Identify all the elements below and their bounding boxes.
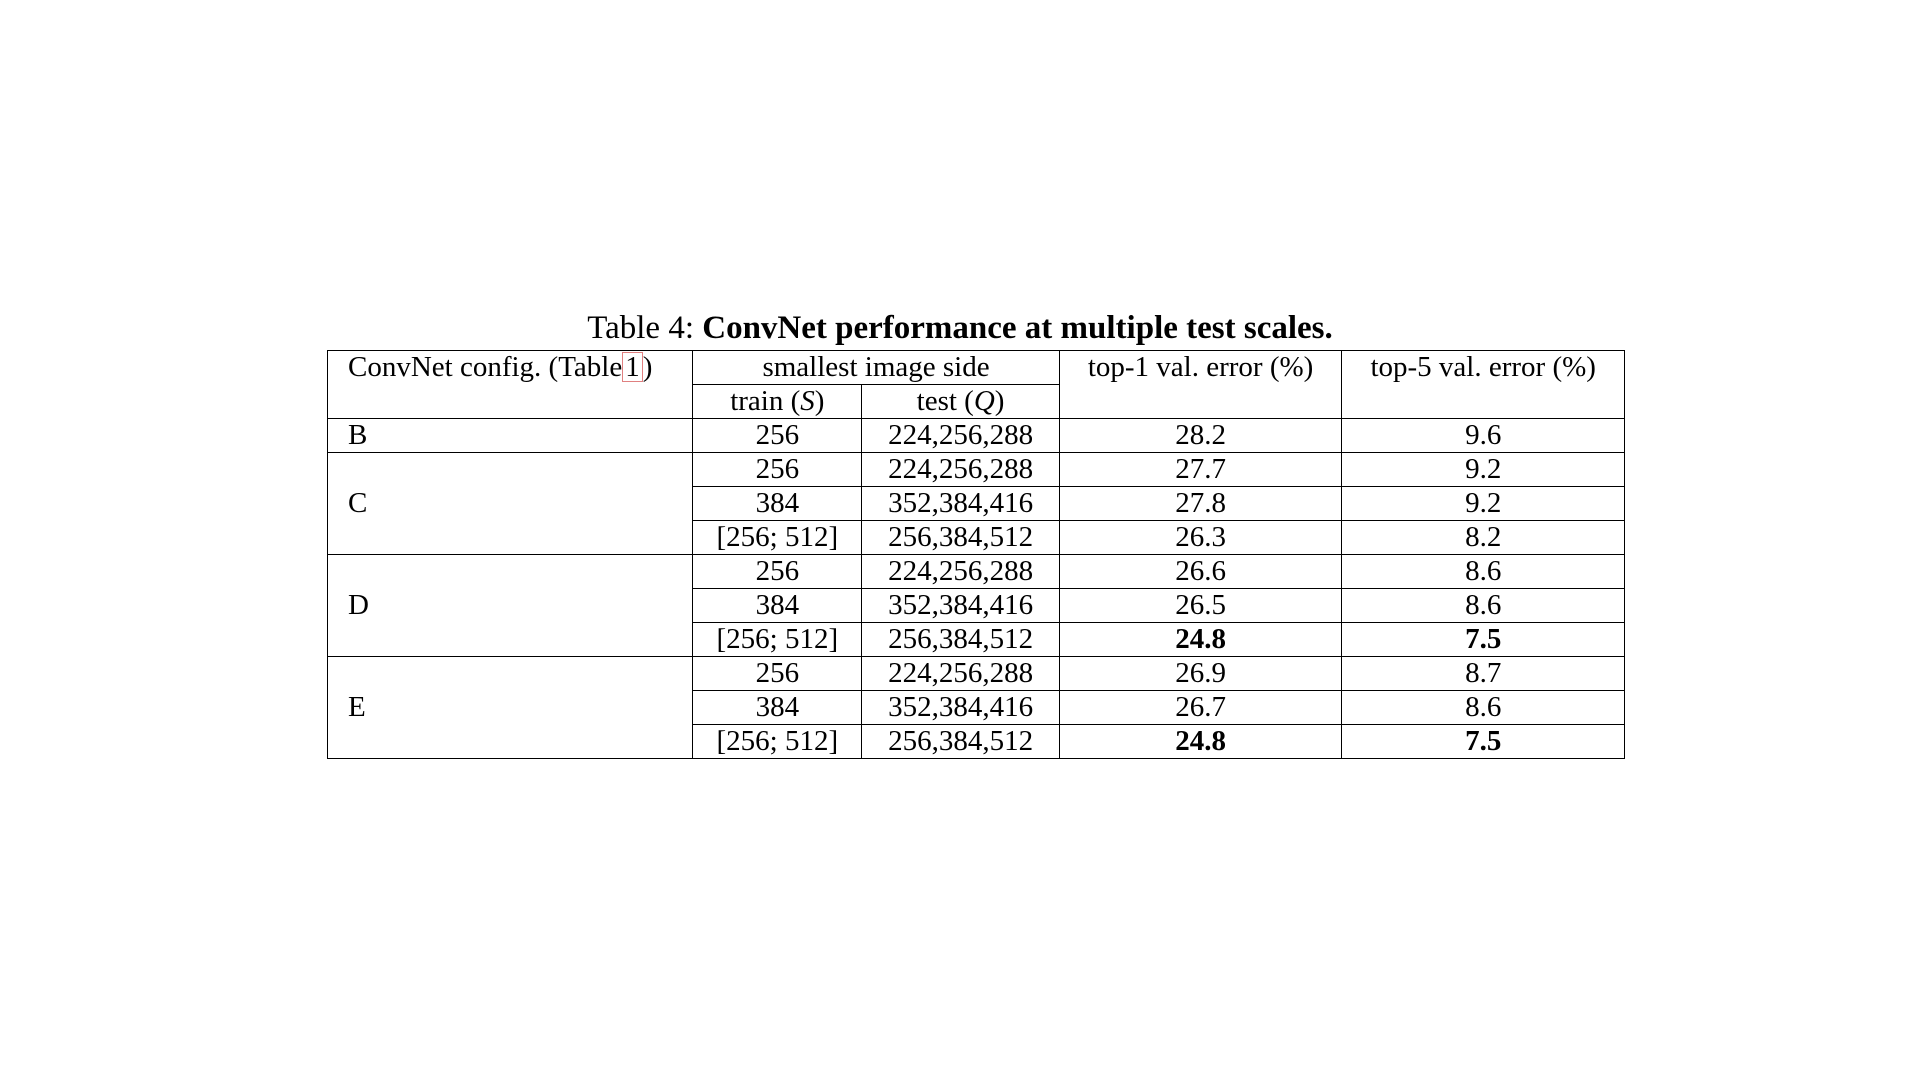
- header-config-prefix: ConvNet config. (Table: [348, 351, 623, 383]
- train-cell: 256: [693, 453, 862, 487]
- top1-cell: 26.5: [1059, 589, 1342, 623]
- top5-cell: 9.6: [1342, 419, 1625, 453]
- top5-cell: 7.5: [1342, 623, 1625, 657]
- top5-cell: 8.6: [1342, 555, 1625, 589]
- results-table: [327, 350, 1625, 759]
- test-cell: 224,256,288: [862, 419, 1059, 453]
- top1-cell: 28.2: [1059, 419, 1342, 453]
- train-cell: [256; 512]: [693, 623, 862, 657]
- test-cell: 256,384,512: [862, 623, 1059, 657]
- top1-cell: 26.6: [1059, 555, 1342, 589]
- header-train-prefix: train (: [730, 385, 801, 417]
- top1-cell: 26.9: [1059, 657, 1342, 691]
- top1-cell: 27.8: [1059, 487, 1342, 521]
- header-config-suffix: ): [642, 351, 653, 383]
- top5-cell: 9.2: [1342, 453, 1625, 487]
- train-cell: [256; 512]: [693, 725, 862, 759]
- top1-cell: 24.8: [1059, 623, 1342, 657]
- table-caption: [0, 308, 1920, 348]
- top5-cell: 8.6: [1342, 691, 1625, 725]
- top1-cell: 27.7: [1059, 453, 1342, 487]
- train-cell: 384: [693, 589, 862, 623]
- train-cell: 256: [693, 419, 862, 453]
- train-cell: 256: [693, 555, 862, 589]
- test-cell: 352,384,416: [862, 487, 1059, 521]
- caption-label: Table 4:: [587, 310, 694, 346]
- test-cell: 256,384,512: [862, 725, 1059, 759]
- top1-cell: 26.7: [1059, 691, 1342, 725]
- top5-cell: 8.6: [1342, 589, 1625, 623]
- header-test: [862, 385, 1059, 419]
- top5-cell: 8.7: [1342, 657, 1625, 691]
- test-cell: 224,256,288: [862, 657, 1059, 691]
- header-top5: top-5 val. error (%): [1342, 351, 1625, 419]
- table-row: [328, 419, 1625, 453]
- test-cell: 224,256,288: [862, 453, 1059, 487]
- config-cell: C: [328, 453, 693, 555]
- table-row: [328, 453, 1625, 487]
- train-cell: [256; 512]: [693, 521, 862, 555]
- top5-cell: 8.2: [1342, 521, 1625, 555]
- header-test-suffix: ): [994, 385, 1005, 417]
- table-reference-link[interactable]: 1: [622, 352, 643, 382]
- train-cell: 384: [693, 691, 862, 725]
- table-row: [328, 555, 1625, 589]
- test-cell: 352,384,416: [862, 691, 1059, 725]
- header-test-prefix: test (: [916, 385, 974, 417]
- header-config: [328, 351, 693, 419]
- header-train-suffix: ): [814, 385, 825, 417]
- header-train-var: S: [800, 385, 815, 417]
- header-train: [693, 385, 862, 419]
- top1-cell: 24.8: [1059, 725, 1342, 759]
- config-cell: E: [328, 657, 693, 759]
- config-cell: D: [328, 555, 693, 657]
- test-cell: 224,256,288: [862, 555, 1059, 589]
- caption-title: ConvNet performance at multiple test scales.: [702, 310, 1333, 346]
- header-image-side: smallest image side: [693, 351, 1060, 385]
- header-test-var: Q: [973, 385, 995, 417]
- header-row-1: [328, 351, 1625, 385]
- top5-cell: 7.5: [1342, 725, 1625, 759]
- train-cell: 384: [693, 487, 862, 521]
- config-cell: B: [328, 419, 693, 453]
- header-top1: top-1 val. error (%): [1059, 351, 1342, 419]
- table-row: [328, 657, 1625, 691]
- test-cell: 352,384,416: [862, 589, 1059, 623]
- top1-cell: 26.3: [1059, 521, 1342, 555]
- test-cell: 256,384,512: [862, 521, 1059, 555]
- top5-cell: 9.2: [1342, 487, 1625, 521]
- train-cell: 256: [693, 657, 862, 691]
